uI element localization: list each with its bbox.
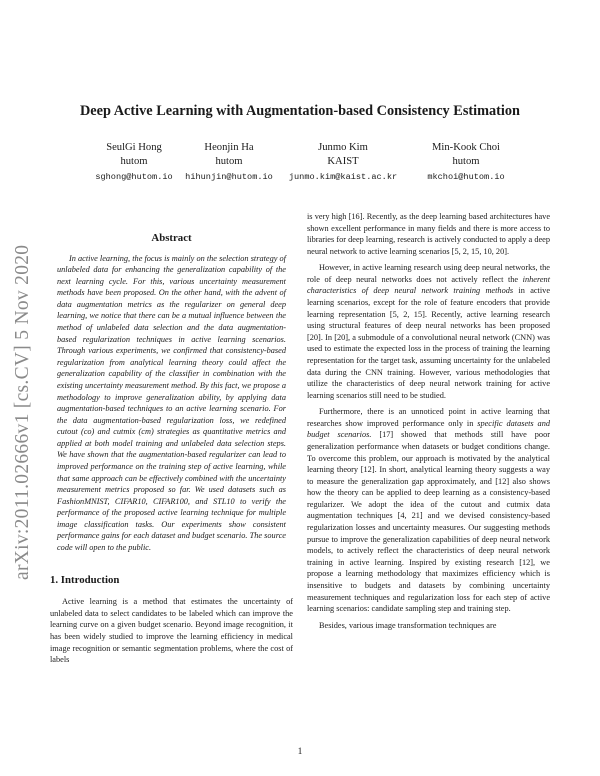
author-affiliation: KAIST — [327, 156, 359, 167]
author-name: Heonjin Ha — [204, 142, 254, 153]
author-email[interactable]: hihunjin@hutom.io — [185, 172, 273, 182]
abstract-text: In active learning, the focus is mainly on the selection strategy of unlabeled data for enhancing the generalization capability of the next learning cycle. For this, various uncertainty measurement methods have been proposed. On the other hand, with the advent of data augmentation metrics as the regularizer on general deep learning, we notice that there can be a mutual influence between the method of unlabeled data selection and the data augmentation-based regularization techniques in active learning scenarios. Through various experiments, we confirmed that consistency-based regularization from analytical learning theory could affect the generalization capability of the classifier in combination with the existing uncertainty measurement method. By this fact, we propose a methodology to improve generalization ability, by applying data augmentation-based techniques to an active learning scenario. For the data augmentation-based regularization loss, we redefined cutout (co) and cutmix (cm) strategies as quantitative metrics and applied at both model training and unlabeled data selection steps. We have shown that the augmentation-based regularizer can lead to improved performance on the training step of active learning, while that same approach can be effectively combined with the uncertainty measurement metrics proposed so far. We used datasets such as FashionMNIST, CIFAR10, CIFAR100, and STL10 to verify the performance of the proposed active learning technique for multiple image classification tasks. Our experiments show consistent performance gains for each dataset and budget scenario. The source code will open to the public. — [57, 253, 286, 553]
introduction-heading: 1. Introduction — [50, 573, 120, 586]
left-column — [50, 233, 293, 666]
emphasis-text: inherent characteristics of deep neural network training methods — [307, 274, 550, 296]
introduction-paragraph: Active learning is a method that estimates the uncertainty of unlabeled data to select candidates to be labeled which can improve the learning curve on a given budget scenario. Beyond image recognition, it has been widely studied to improve the learning efficiency in medical image recognition or semantic segmentation problems, where the cost of labels — [50, 597, 293, 665]
arxiv-identifier — [4, 200, 44, 580]
author-email[interactable]: sghong@hutom.io — [95, 172, 173, 182]
body-paragraph: Furthermore, there is an unnoticed point in active learning that researches show improved performance only in specific datasets and budget scenarios. [17] showed that methods still have poor generalization performance when datasets or budget conditions change. To overcome this problem, our approach is motivated by the analytical learning theory [12]. In short, analytical learning theory suggests a way to measure the generalization gap approximately, and [12] also shows how the theory can be applied to deep learning as a consistency-based regularizer. We adopt the idea of the cutout and cutmix data augmentation techniques [4, 21] and we devised consistency-based regularization losses and uncertainty measures. Our suggesting methods pursue to improve the generalization capabilities of deep neural network models, to actively reflect the characteristics of deep neural network training in active learning. Inspired by existing research [12], we propose a learning methodology that maximizes efficiency which is insensitive to budgets and datasets by combining uncertainty measurement techniques and regularization loss for each step of active learning scenarios: candidate sampling step and training step. — [307, 407, 550, 614]
author-name: SeulGi Hong — [106, 142, 162, 153]
author-affiliation: hutom — [120, 156, 148, 167]
author-block — [396, 141, 536, 184]
body-paragraph: Besides, various image transformation techniques are — [319, 620, 497, 630]
author-block — [273, 141, 413, 184]
right-column — [307, 211, 550, 631]
body-paragraph: is very high [16]. Recently, as the deep learning based architectures have shown excellent performance in many fields and there is more access to libraries for deep learning, research is actively conducted to apply a deep neural network to active learning scenarios [5, 2, 15, 10, 20]. — [307, 212, 550, 256]
author-affiliation: hutom — [452, 156, 480, 167]
author-affiliation: hutom — [215, 156, 243, 167]
arxiv-identifier-text: arXiv:2011.02666v1 [cs.CV] 5 Nov 2020 — [12, 244, 33, 580]
emphasis-text: specific datasets and budget scenarios. — [307, 418, 550, 440]
page-number: 1 — [297, 747, 303, 757]
author-name: Junmo Kim — [318, 142, 368, 153]
author-email[interactable]: mkchoi@hutom.io — [427, 172, 505, 182]
author-name: Min-Kook Choi — [432, 142, 500, 153]
author-email[interactable]: junmo.kim@kaist.ac.kr — [288, 172, 398, 182]
paper-title: Deep Active Learning with Augmentation-based Consistency Estimation — [79, 103, 521, 119]
abstract-heading: Abstract — [151, 232, 192, 244]
body-paragraph: However, in active learning research using deep neural networks, the role of deep neural networks does not actively reflect the inherent characteristics of deep neural network training methods in active learning scenarios, except for the role of feature encoders that provide learning representation [5, 2, 15]. Recently, active learning research using structural features of deep neural networks has been proposed [20]. In [20], a submodule of a convolutional neural network (CNN) was used to estimate the expected loss in the process of training the learning representation for the target task, assuming uncertainty for the unlabeled data during the CNN training. However, various methodologies that utilize the characteristics of deep neural network training for active learning scenarios still need to be studied. — [307, 263, 550, 400]
